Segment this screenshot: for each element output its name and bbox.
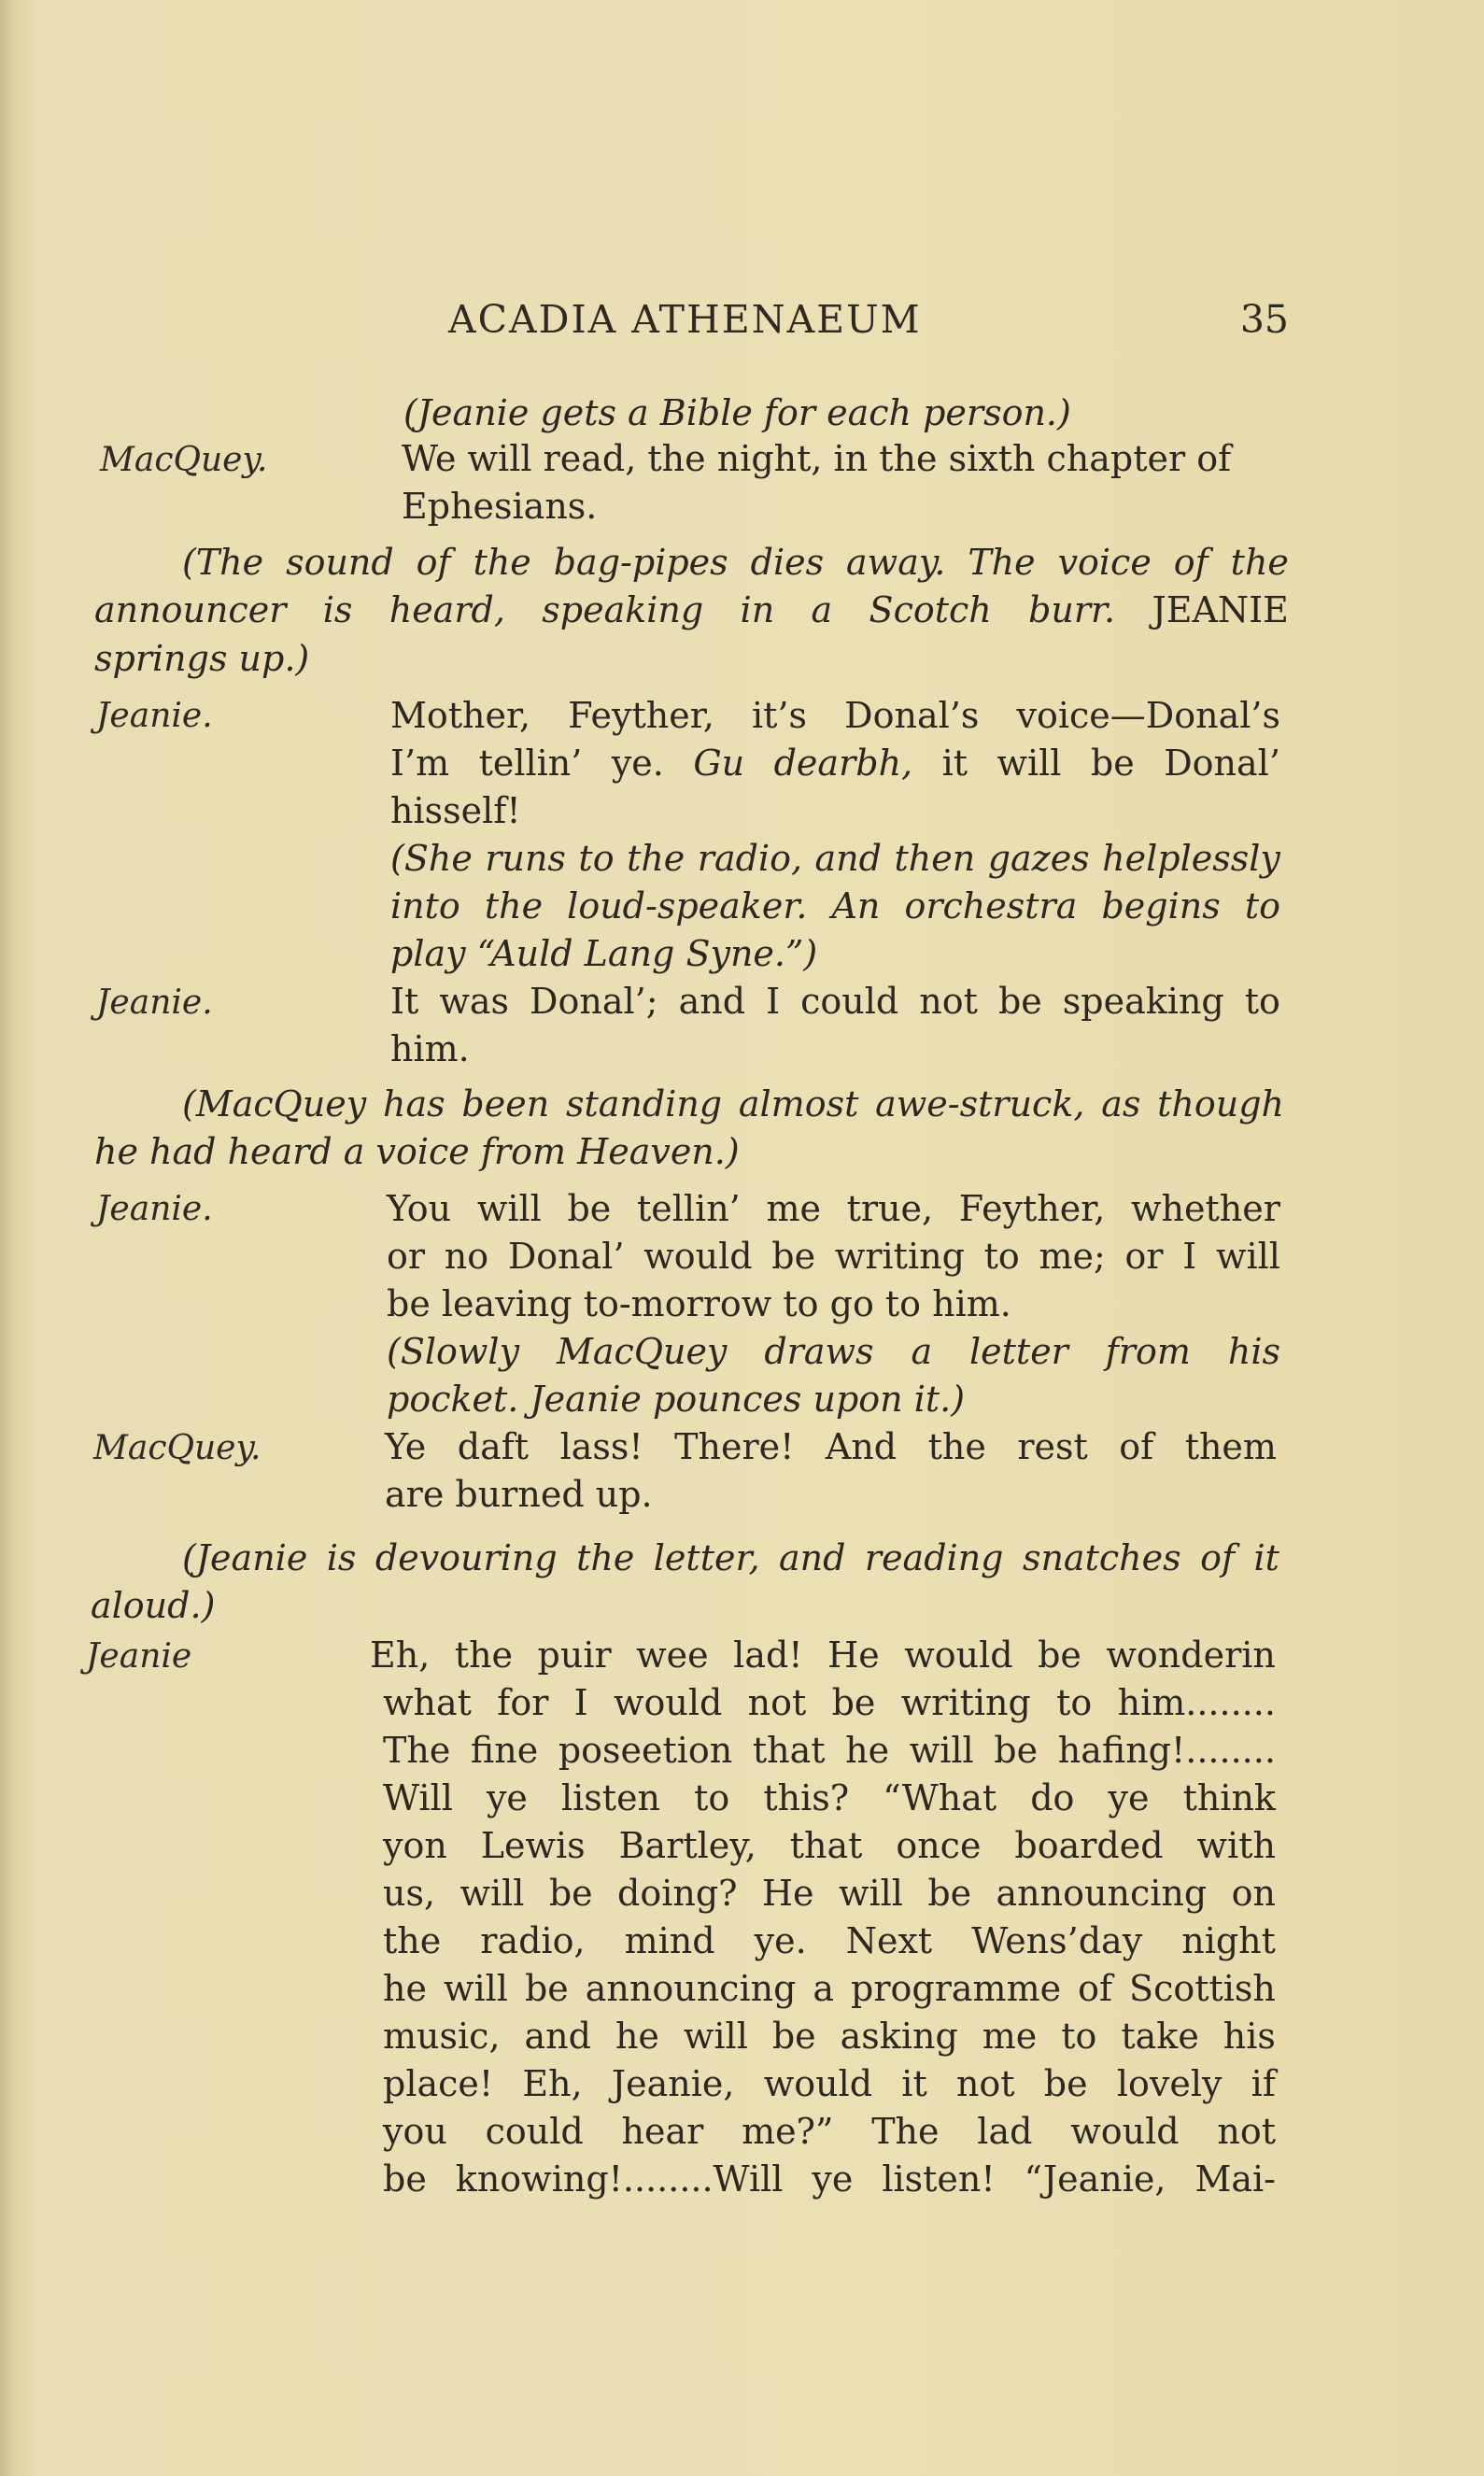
- word: Scotch: [869, 589, 992, 630]
- dialogue-line: [390, 978, 1280, 1025]
- word: loud-speaker.: [567, 885, 808, 927]
- word: helplessly: [1102, 838, 1280, 879]
- dialogue-line: [383, 2013, 1276, 2059]
- word: (She: [390, 838, 473, 879]
- word: think: [1182, 1777, 1276, 1818]
- word: yon: [383, 1825, 447, 1866]
- word: It: [390, 981, 419, 1022]
- word: letter,: [653, 1537, 760, 1578]
- word: speaking: [542, 589, 704, 630]
- word: announcing: [585, 1968, 797, 2009]
- word: it: [1253, 1537, 1279, 1578]
- dialogue-line: [387, 1233, 1280, 1280]
- word: (MacQuey: [182, 1083, 367, 1125]
- word: me?”: [742, 2111, 834, 2152]
- running-title: ACADIA ATHENAEUM: [448, 297, 922, 342]
- word: voice: [1057, 542, 1152, 583]
- word: speaking: [1062, 981, 1224, 1022]
- word: and: [814, 838, 882, 879]
- word: Lewis: [480, 1825, 586, 1866]
- word: writing: [900, 1682, 1031, 1723]
- stage-direction: [182, 1535, 1279, 1581]
- dialogue-line: We will read, the night, in the sixth chapter of: [402, 438, 1232, 479]
- word: me;: [1039, 1236, 1106, 1277]
- word: devouring: [375, 1537, 558, 1578]
- word: be: [994, 1730, 1039, 1771]
- word: once: [896, 1825, 982, 1866]
- word: be: [1043, 2063, 1088, 2104]
- word: as: [1101, 1083, 1141, 1125]
- word: will: [443, 1968, 508, 2009]
- word: Feyther,: [568, 695, 714, 736]
- word: tellin’: [636, 1188, 741, 1229]
- word: There!: [674, 1426, 795, 1467]
- dialogue-line: [383, 1679, 1276, 1726]
- word: The: [968, 542, 1036, 583]
- word: it: [901, 2063, 927, 2104]
- word: be: [567, 1188, 612, 1229]
- word: or: [387, 1236, 426, 1277]
- word: music,: [383, 2016, 501, 2057]
- word: voice—Donal’s: [1016, 695, 1280, 736]
- word: to: [1244, 981, 1280, 1022]
- word: standing: [565, 1083, 723, 1125]
- word: “What: [883, 1777, 997, 1818]
- word: away.: [846, 542, 946, 583]
- word: he: [383, 1968, 427, 2009]
- word: lovely: [1116, 2063, 1223, 2104]
- dialogue-line: [383, 1775, 1276, 1821]
- word: not: [747, 1682, 807, 1723]
- page-header: [93, 297, 1289, 353]
- word: to: [1244, 885, 1280, 927]
- dialogue-line: [383, 1727, 1276, 1774]
- dialogue-line: [385, 1423, 1277, 1470]
- word: I: [1182, 1236, 1197, 1277]
- word: the: [383, 1920, 442, 1961]
- word: could: [800, 981, 899, 1022]
- word: wee: [636, 1634, 709, 1676]
- dialogue-line: [387, 1185, 1280, 1232]
- word: his: [1223, 2016, 1276, 2057]
- word: hafing!........: [1057, 1730, 1276, 1771]
- word: boarded: [1014, 1825, 1164, 1866]
- word: would: [763, 2063, 873, 2104]
- word: will: [1215, 1236, 1280, 1277]
- word: almost: [738, 1083, 859, 1125]
- word: (The: [182, 542, 264, 583]
- word: dies: [750, 542, 825, 583]
- word: been: [461, 1083, 550, 1125]
- word: heard,: [389, 589, 505, 630]
- stage-direction: springs up.): [94, 638, 310, 679]
- word: Donal’s: [844, 695, 980, 736]
- word: doing?: [617, 1873, 738, 1914]
- word: would: [643, 1236, 753, 1277]
- word: will: [909, 1730, 974, 1771]
- word: it: [941, 743, 968, 784]
- word: Donal’;: [530, 981, 658, 1022]
- word: be: [927, 1873, 972, 1914]
- word: Wens’day: [971, 1920, 1143, 1961]
- word: ye: [812, 2158, 854, 2200]
- word: with: [1196, 1825, 1276, 1866]
- stage-direction: [390, 883, 1280, 929]
- stage-direction: aloud.): [91, 1585, 216, 1626]
- word: Will: [383, 1777, 453, 1818]
- word: Jeanie,: [611, 2063, 735, 2104]
- word: be: [997, 981, 1042, 1022]
- word: it’s: [751, 695, 807, 736]
- word: be: [1090, 743, 1135, 784]
- word: Donal’: [507, 1236, 625, 1277]
- dialogue-line: hisself!: [390, 790, 521, 831]
- page-number: 35: [1239, 297, 1289, 342]
- word: not: [919, 981, 978, 1022]
- word: reading: [864, 1537, 1004, 1578]
- word: I: [766, 981, 781, 1022]
- speaker-label: MacQuey.: [93, 1429, 261, 1467]
- speaker-label: Jeanie.: [96, 697, 213, 735]
- word: into: [390, 885, 460, 927]
- word: programme: [851, 1968, 1062, 2009]
- stage-direction: [182, 539, 1289, 586]
- word: hear: [621, 2111, 704, 2152]
- speaker-label: Jeanie.: [96, 983, 213, 1022]
- word: I’m: [390, 743, 450, 784]
- word: night: [1181, 1920, 1276, 1961]
- speaker-label: Jeanie.: [96, 1190, 213, 1228]
- word: could: [485, 2111, 584, 2152]
- speaker-label: Jeanie: [86, 1637, 192, 1676]
- stage-direction: [390, 835, 1280, 882]
- word: bag-pipes: [553, 542, 728, 583]
- word: ye: [486, 1777, 528, 1818]
- dialogue-line: [383, 2108, 1276, 2155]
- dialogue-line: Ephesians.: [402, 486, 598, 527]
- word: in: [740, 589, 775, 630]
- word: He: [827, 1634, 880, 1676]
- word: be: [383, 2158, 427, 2200]
- word: them: [1184, 1426, 1277, 1467]
- dialogue-line: are burned up.: [385, 1474, 653, 1515]
- word: Bartley,: [618, 1825, 756, 1866]
- word: draws: [764, 1331, 874, 1372]
- word: will: [996, 743, 1062, 784]
- word: runs: [485, 838, 566, 879]
- word: he: [615, 2016, 659, 2057]
- word: listen: [560, 1777, 661, 1818]
- word: fine: [470, 1730, 539, 1771]
- word: Next: [845, 1920, 933, 1961]
- word: has: [383, 1083, 445, 1125]
- word: (Slowly: [387, 1331, 520, 1372]
- word: not: [955, 2063, 1015, 2104]
- word: poseetion: [558, 1730, 733, 1771]
- word: would: [614, 1682, 723, 1723]
- word: snatches: [1022, 1537, 1181, 1578]
- dialogue-line: him.: [390, 1028, 470, 1069]
- word: Mai-: [1194, 2158, 1276, 2200]
- word: of: [1078, 1968, 1113, 2009]
- word: And: [825, 1426, 897, 1467]
- word: sound: [286, 542, 394, 583]
- word: the: [927, 1426, 986, 1467]
- word: true,: [846, 1188, 934, 1229]
- word: what: [383, 1682, 472, 1723]
- word: to: [1056, 1682, 1093, 1723]
- word: listen!: [882, 2158, 996, 2200]
- word: not: [1217, 2111, 1276, 2152]
- word: ye.: [611, 743, 664, 784]
- word: announcer: [94, 589, 287, 630]
- word: be: [771, 2016, 816, 2057]
- word: this?: [763, 1777, 850, 1818]
- word: whether: [1131, 1188, 1280, 1229]
- dialogue-line: [383, 1870, 1276, 1917]
- word: The: [383, 1730, 451, 1771]
- stage-direction: [387, 1328, 1280, 1375]
- word: to: [1061, 2016, 1097, 2057]
- word: radio,: [480, 1920, 586, 1961]
- word: if: [1251, 2063, 1276, 2104]
- word: do: [1030, 1777, 1075, 1818]
- word: him........: [1117, 1682, 1276, 1723]
- word: us,: [383, 1873, 436, 1914]
- dialogue-line: [390, 692, 1280, 739]
- word: a: [811, 589, 833, 630]
- word: tellin’: [478, 743, 583, 784]
- word: Feyther,: [958, 1188, 1106, 1229]
- word: the: [454, 1634, 514, 1676]
- word: of: [1173, 542, 1208, 583]
- word: a: [911, 1331, 933, 1372]
- word: to: [694, 1777, 730, 1818]
- speaker-label: MacQuey.: [100, 441, 268, 479]
- word: would: [1070, 2111, 1180, 2152]
- word: me: [766, 1188, 821, 1229]
- stage-direction: [94, 587, 1289, 633]
- word: you: [383, 2111, 447, 2152]
- word: daft: [457, 1426, 530, 1467]
- word: burr.: [1028, 589, 1116, 630]
- word: The: [871, 2111, 940, 2152]
- dialogue-line: [383, 1965, 1276, 2012]
- word: asking: [840, 2016, 958, 2057]
- word: “Jeanie,: [1024, 2158, 1166, 2200]
- word: Donal’: [1164, 743, 1280, 784]
- word: An: [831, 885, 881, 927]
- stage-direction: play “Auld Lang Syne.”): [390, 933, 818, 974]
- word: is: [322, 589, 353, 630]
- word: lass!: [559, 1426, 643, 1467]
- word: You: [387, 1188, 452, 1229]
- dialogue-line: [370, 1632, 1276, 1678]
- word: I: [573, 1682, 588, 1723]
- word: or: [1124, 1236, 1164, 1277]
- word: the: [484, 885, 544, 927]
- word: gazes: [987, 838, 1090, 879]
- stage-direction: pocket. Jeanie pounces upon it.): [387, 1379, 966, 1420]
- dialogue-line: be leaving to-morrow to go to him.: [387, 1283, 1011, 1324]
- word: to: [578, 838, 615, 879]
- word: (Jeanie: [182, 1537, 308, 1578]
- word: be: [771, 1236, 816, 1277]
- word: take: [1121, 2016, 1199, 2057]
- word: of: [1200, 1537, 1236, 1578]
- word: announcing: [996, 1873, 1208, 1914]
- word: no: [444, 1236, 489, 1277]
- word: will: [459, 1873, 525, 1914]
- dialogue-line: [383, 2060, 1276, 2107]
- stage-direction: he had heard a voice from Heaven.): [94, 1131, 740, 1172]
- word: letter: [969, 1331, 1068, 1372]
- word: lad: [977, 2111, 1033, 2152]
- word: place!: [383, 2063, 494, 2104]
- word: will: [838, 1873, 903, 1914]
- word: his: [1227, 1331, 1280, 1372]
- word: Eh,: [522, 2063, 583, 2104]
- word: ye: [1108, 1777, 1150, 1818]
- word: that: [752, 1730, 826, 1771]
- word: Gu: [693, 743, 745, 784]
- word: Eh,: [370, 1634, 431, 1676]
- word: he: [845, 1730, 890, 1771]
- word: a: [813, 1968, 835, 2009]
- word: me: [982, 2016, 1038, 2057]
- word: writing: [834, 1236, 965, 1277]
- word: orchestra: [904, 885, 1078, 927]
- stage-direction: (Jeanie gets a Bible for each person.): [403, 392, 1071, 433]
- word: He: [761, 1873, 814, 1914]
- word: and: [778, 1537, 846, 1578]
- dialogue-line: [390, 740, 1280, 786]
- word: to: [983, 1236, 1020, 1277]
- word: is: [326, 1537, 357, 1578]
- word: the: [473, 542, 531, 583]
- word: JEANIE: [1152, 589, 1289, 630]
- word: the: [1230, 542, 1289, 583]
- word: was: [439, 981, 509, 1022]
- word: be: [524, 1968, 569, 2009]
- word: of: [416, 542, 451, 583]
- word: from: [1105, 1331, 1191, 1372]
- word: then: [894, 838, 976, 879]
- word: Mother,: [390, 695, 531, 736]
- word: lad!: [733, 1634, 803, 1676]
- word: Scottish: [1129, 1968, 1276, 2009]
- word: ye.: [754, 1920, 807, 1961]
- word: rest: [1017, 1426, 1088, 1467]
- word: be: [1038, 1634, 1081, 1676]
- word: will: [476, 1188, 542, 1229]
- word: will: [683, 2016, 748, 2057]
- word: MacQuey: [556, 1331, 728, 1372]
- dialogue-line: [383, 2156, 1276, 2202]
- dialogue-line: [383, 1917, 1276, 1964]
- word: wonderin: [1106, 1634, 1276, 1676]
- word: and: [678, 981, 746, 1022]
- word: knowing!........Will: [455, 2158, 784, 2200]
- word: the: [627, 838, 685, 879]
- word: Ye: [385, 1426, 427, 1467]
- stage-direction: [182, 1081, 1284, 1127]
- word: dearbh,: [773, 743, 913, 784]
- word: the: [576, 1537, 635, 1578]
- word: be: [548, 1873, 593, 1914]
- word: on: [1231, 1873, 1276, 1914]
- word: and: [524, 2016, 591, 2057]
- word: of: [1119, 1426, 1154, 1467]
- dialogue-line: [383, 1822, 1276, 1869]
- word: puir: [537, 1634, 612, 1676]
- word: though: [1157, 1083, 1284, 1125]
- word: that: [789, 1825, 863, 1866]
- word: would: [904, 1634, 1013, 1676]
- word: radio,: [697, 838, 803, 879]
- word: awe-struck,: [875, 1083, 1085, 1125]
- word: be: [831, 1682, 876, 1723]
- word: begins: [1101, 885, 1221, 927]
- word: mind: [624, 1920, 715, 1961]
- word: for: [497, 1682, 549, 1723]
